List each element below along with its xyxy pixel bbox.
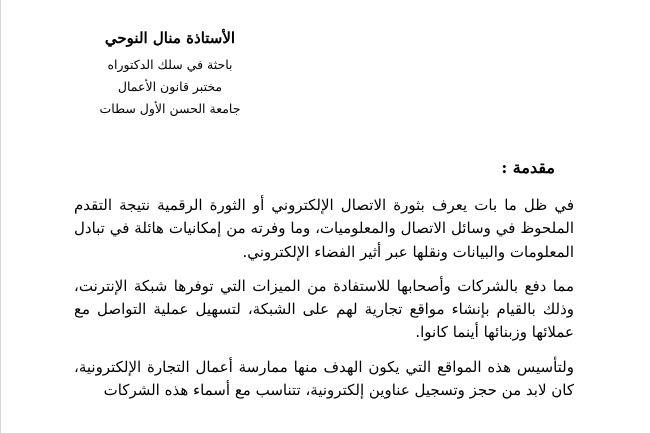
paragraph-2: مما دفع بالشركات وأصحابها للاستفادة من الميزات التي توفرها شبكة الإنترنت، وذلك بالقيام بإنشاء مواقع تجارية لهم على الشبكة، لتسهيل عملية التواصل مع عملائها وزبنائها أينما كانوا. — [74, 276, 574, 342]
author-lab: مختبر قانون الأعمال — [117, 78, 223, 94]
author-block — [70, 28, 270, 122]
author-university: جامعة الحسن الأول سطات — [99, 101, 241, 116]
paragraph-3: ولتأسيس هذه المواقع التي يكون الهدف منها ممارسة أعمال التجارة الإلكترونية، كان لابد من حجز وتسجيل عناوين إلكترونية، تتناسب مع أسماء هذه الشركات — [74, 357, 574, 399]
author-name: الأستاذة منال النوحي — [104, 29, 236, 47]
paragraph-1: في ظل ما بات يعرف بثورة الاتصال الإلكتروني أو الثورة الرقمية نتيجة التقدم الملحوظ في وسائل الاتصال والمعلوميات، وما وفرته من إمكانيات هائلة في تبادل المعلومات والبيانات ونقلها عبر أثير الفضاء الإلكتروني. — [74, 196, 574, 261]
document-body — [74, 194, 574, 413]
document-page — [1, 0, 650, 433]
section-heading: مقدمة : — [501, 158, 555, 177]
author-title: باحثة في سلك الدكتوراه — [107, 56, 233, 72]
